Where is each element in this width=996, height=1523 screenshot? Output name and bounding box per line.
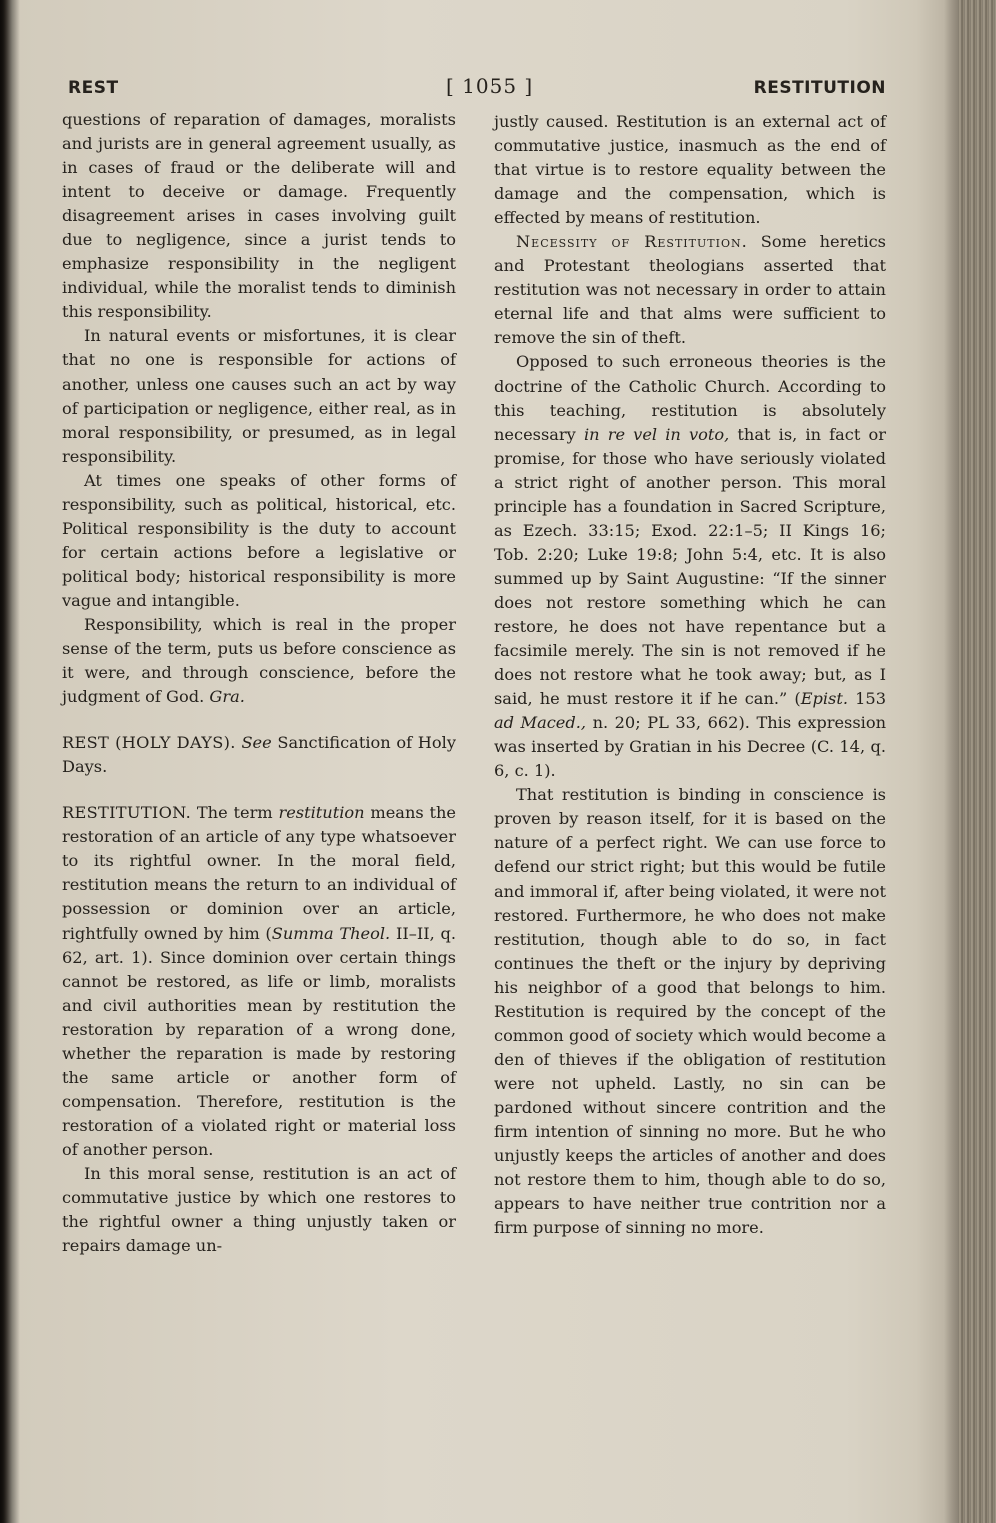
left-column <box>62 108 456 1258</box>
book-gutter-shadow <box>0 0 20 1523</box>
author-initials: Gra. <box>209 687 245 707</box>
paragraph-text: Some heretics and Protestant theologians asserted that restitution was not necessary in order to attain eternal life and that alms were sufficient to remove the sin of theft. <box>494 232 886 348</box>
paragraph-text: The term <box>196 803 273 823</box>
paragraph: In natural events or misfortunes, it is clear that no one is responsible for actions of another, unless one causes such an act by way of participation or negligence, either real, as in moral responsibility, or presumed, as in legal responsibility. <box>62 326 456 466</box>
entry-heading: RESTITUTION. <box>62 803 192 823</box>
citation-number: 153 <box>855 689 887 709</box>
paragraph <box>62 613 456 709</box>
paragraph <box>494 230 886 350</box>
see-label: See <box>241 733 272 753</box>
header-left-guideword: REST <box>68 78 119 98</box>
paragraph: questions of reparation of damages, moralists and jurists are in general agreement usually, as in cases of fraud or the deliberate will and intent to deceive or damage. Frequently disagreement arises in cases involving guilt due to negligence, since a jurist tends to emphasize responsibility in the negligent individual, while the moralist tends to diminish this responsibility. <box>62 110 456 322</box>
page-number: [ 1055 ] <box>446 74 534 98</box>
entry-rest-holy-days <box>62 731 456 779</box>
entry-heading: REST (HOLY DAYS). <box>62 733 236 753</box>
defined-term: restitution <box>278 803 365 823</box>
book-page-edges <box>958 0 996 1523</box>
right-column <box>494 110 886 1240</box>
paragraph-text: Opposed to such erroneous theories is the doctrine of the Catholic Church. According to this teaching, restitution is absolutely necessary <box>494 352 886 444</box>
paragraph: At times one speaks of other forms of responsibility, such as political, historical, etc. Political responsibility is the duty to account for certain actions before a legislative or political body; historical responsibility is more vague and intangible. <box>62 470 456 610</box>
cross-reference: Sanctification of Holy Days. <box>62 733 456 777</box>
running-header <box>66 74 886 102</box>
latin-phrase: in re vel in voto, <box>583 424 730 444</box>
paragraph: That restitution is binding in conscience is proven by reason itself, for it is based on the nature of a perfect right. We can use force to defend our strict right; but this would be futile and immoral if, after being violated, it were not restored. Furthermore, he who does not make restitution, though able to do so, in fact continues the theft or the injury by depriving his neighbor of a good that belongs to him. Restitution is required by the concept of the common good of society which would become a den of thieves if the obligation of restitution were not upheld. Lastly, no sin can be pardoned without sincere contrition and the firm intention of sinning no more. But he who unjustly keeps the articles of another and does not restore them to him, though able to do so, appears to have neither true contrition nor a firm purpose of sinning no more. <box>494 785 886 1238</box>
citation-title: ad Maced., <box>494 713 587 733</box>
header-right-guideword: RESTITUTION <box>753 78 886 98</box>
entry-restitution <box>62 801 456 1162</box>
paragraph-text: means the restoration of an article of any type whatsoever to its rightful owner. In the moral field, restitution means the return to an individual of possession or dominion over an article, rightfully owned by him ( <box>62 803 456 943</box>
paragraph: justly caused. Restitution is an external act of commutative justice, inasmuch as the end of that virtue is to restore equality between the damage and the compensation, which is effected by means of restitution. <box>494 112 886 228</box>
section-heading: Necessity of Restitution. <box>516 232 748 252</box>
paragraph: In this moral sense, restitution is an act of commutative justice by which one restores to the rightful owner a thing unjustly taken or repairs damage un- <box>62 1163 456 1256</box>
paragraph-text: Responsibility, which is real in the proper sense of the term, puts us before conscience as it were, and through conscience, before the judgment of God. <box>62 614 456 707</box>
page-edge-shadow <box>944 0 958 1523</box>
paragraph-text: n. 20; PL 33, 662). This expression was inserted by Gratian in his Decree (C. 14, q. 6, c. 1). <box>494 713 887 781</box>
paragraph-text: that is, in fact or promise, for those who have seriously violated a strict right of another person. This moral principle has a foundation in Sacred Scripture, as Ezech. 33:15; Exod. 22:1–5; II Kings 16; Tob. 2:20; Luke 19:8; John 5:4, etc. It is also summed up by Saint Augustine: “If the sinner does not restore something which he can restore, he does not have repentance but a facsimile merely. The sin is not removed if he does not restore what he took away; but, as I said, he must restore it if he can.” ( <box>494 424 887 709</box>
paragraph-text: II–II, q. 62, art. 1). Since dominion over certain things cannot be restored, as life or limb, moralists and civil authorities mean by restitution the restoration by reparation of a wrong done, whether the reparation is made by restoring the same article or another form of compensation. Therefore, restitution is the restoration of a violated right or material loss of another person. <box>62 923 456 1159</box>
citation-title: Epist. <box>800 689 849 709</box>
paragraph <box>494 350 886 783</box>
citation-title: Summa Theol. <box>271 923 391 943</box>
